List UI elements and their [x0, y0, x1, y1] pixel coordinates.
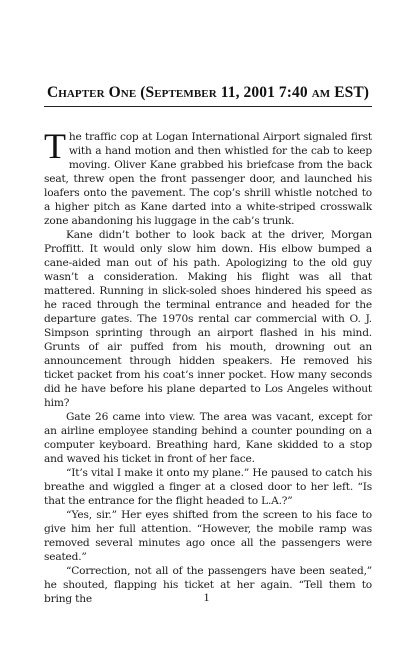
- paragraph-3: Gate 26 came into view. The area was vacant, except for an airline employee standing behind a counter pounding on a computer keyboard. Breathing hard, Kane skidded to a stop and waved his ticket in front of her face.: [44, 411, 372, 465]
- paragraph-text: he traffic cop at Logan International Airport signaled first with a hand motion and then whistled for the cab to keep moving. Oliver Kane grabbed his briefcase from the back seat, threw open the front passenger door, and launched his loafers onto the pavement. The cop’s shrill whistle notched to a higher pitch as Kane darted into a white-striped crosswalk zone abandoning his luggage in the cab’s trunk.: [44, 131, 372, 227]
- paragraph-6: “Correction, not all of the passengers have been seated,” he shouted, flapping his ticket at her again. “Tell them to bring the: [44, 565, 372, 605]
- heading-rule: [44, 106, 372, 107]
- chapter-body: [44, 126, 372, 606]
- paragraph-2: Kane didn’t bother to look back at the driver, Morgan Proffitt. It would only slow him down. His elbow bumped a cane-aided man out of his path. Apologizing to the old guy wasn’t a consideration. Making his flight was all that mattered. Running in slick-soled shoes hindered his speed as he raced through the terminal entrance and headed for the departure gates. The 1970s rental car commercial with O. J. Simpson sprinting through an airport flashed in his mind. Grunts of air puffed from his mouth, drowning out an announcement through hidden speakers. He removed his ticket packet from his coat’s inner pocket. How many seconds did he have before his plane departed to Los Angeles without him?: [44, 229, 372, 409]
- drop-cap-letter: T: [44, 126, 66, 166]
- page-number: 1: [203, 590, 210, 604]
- paragraph-4: “It’s vital I make it onto my plane.” He paused to catch his breathe and wiggled a finger at a closed door to her left. “Is that the entrance for the flight headed to L.A.?”: [44, 467, 372, 507]
- chapter-heading: Chapter One (September 11, 2001 7:40 am EST): [46, 84, 370, 101]
- paragraph-1: [44, 126, 372, 228]
- paragraph-5: “Yes, sir.” Her eyes shifted from the screen to his face to give him her full attention. “However, the mobile ramp was removed several minutes ago once all the passengers were seated.”: [44, 509, 372, 563]
